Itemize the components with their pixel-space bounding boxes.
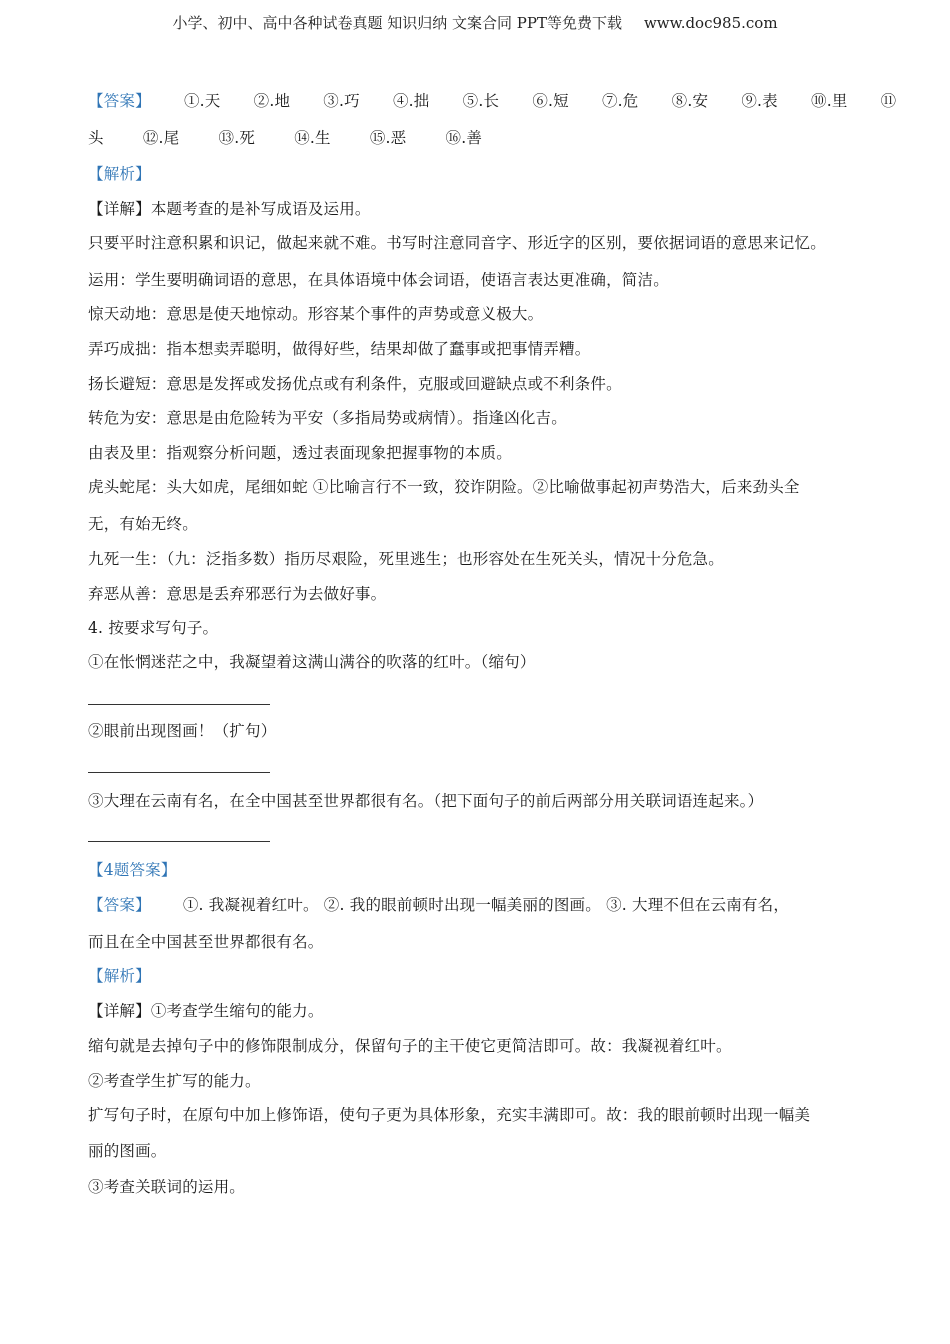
detail-text: ①考查学生缩句的能力。	[150, 1002, 324, 1020]
answer4-line2: 而且在全中国甚至世界都很有名。	[88, 933, 324, 951]
analysis4-detail	[88, 999, 878, 1021]
answer-item: ⑦.危	[601, 92, 639, 110]
analysis3-detail	[88, 197, 878, 219]
answer-item: ⑥.短	[532, 92, 569, 110]
header-text: 小学、初中、高中各种试卷真题 知识归纳 文案合同 PPT等免费下载	[172, 14, 622, 32]
answer3-line2	[88, 126, 878, 148]
answer-item: ④.拙	[392, 92, 430, 110]
analysis4-line: 扩写句子时，在原句中加上修饰语，使句子更为具体形象，充实丰满即可。故：我的眼前顿时出现一幅美	[88, 1106, 811, 1124]
question4-item: ①在怅惘迷茫之中，我凝望着这满山满谷的吹落的红叶。（缩句）	[88, 653, 536, 671]
question4-title: 4. 按要求写句子。	[88, 619, 219, 637]
question4-item: ③大理在云南有名，在全中国甚至世界都很有名。（把下面句子的前后两部分用关联词语连起来。）	[88, 792, 764, 810]
analysis3-tag: 【解析】	[88, 165, 151, 183]
detail-tag: 【详解】	[88, 1002, 151, 1020]
answer4-line1	[88, 893, 878, 915]
analysis3-line: 惊天动地：意思是使天地惊动。形容某个事件的声势或意义极大。	[88, 305, 544, 323]
answer4-heading: 【4题答案】	[88, 861, 177, 879]
analysis4-line: 丽的图画。	[88, 1142, 167, 1160]
header-site: www.doc985.com	[643, 14, 778, 32]
answer-blank[interactable]	[88, 704, 270, 705]
analysis4-line: ③考查关联词的运用。	[88, 1178, 246, 1196]
answer-blank[interactable]	[88, 772, 270, 773]
answer-blank[interactable]	[88, 841, 270, 842]
answer-item: ⑩.里	[811, 92, 848, 110]
analysis3-line: 弃恶从善：意思是丢弃邪恶行为去做好事。	[88, 585, 387, 603]
answer-item: ①.天	[183, 92, 221, 110]
analysis3-line: 转危为安：意思是由危险转为平安（多指局势或病情）。指逢凶化吉。	[88, 409, 567, 427]
question4-item: ②眼前出现图画！（扩句）	[88, 722, 277, 740]
analysis3-line: 扬长避短：意思是发挥或发扬优点或有利条件，克服或回避缺点或不利条件。	[88, 375, 622, 393]
analysis4-line: ②考查学生扩写的能力。	[88, 1072, 261, 1090]
answer-item: ⑭.生	[294, 129, 331, 147]
answer-item: ⑮.恶	[369, 129, 407, 147]
answer-item: ⑨.表	[741, 92, 778, 110]
answer3-line1	[88, 89, 897, 111]
analysis3-line: 由表及里：指观察分析问题，透过表面现象把握事物的本质。	[88, 444, 512, 462]
page-header	[0, 12, 950, 33]
answer-tag: 【答案】	[88, 92, 151, 110]
analysis3-line: 无，有始无终。	[88, 515, 198, 533]
analysis4-line: 缩句就是去掉句子中的修饰限制成分，保留句子的主干使它更简洁即可。故：我凝视着红叶。	[88, 1037, 732, 1055]
answer-item: ⑤.长	[462, 92, 500, 110]
answer-item: ③.巧	[323, 92, 360, 110]
analysis3-line: 九死一生：（九：泛指多数）指历尽艰险，死里逃生；也形容处在生死关头，情况十分危急。	[88, 550, 724, 568]
answer-item: 头	[88, 129, 104, 147]
answer-item: ⑪	[880, 92, 897, 110]
answer-item: ⑫.尾	[142, 129, 180, 147]
analysis3-line: 弄巧成拙：指本想卖弄聪明，做得好些，结果却做了蠢事或把事情弄糟。	[88, 340, 591, 358]
answer-item: ⑧.安	[671, 92, 709, 110]
analysis3-line: 虎头蛇尾：头大如虎，尾细如蛇 ①比喻言行不一致，狡诈阴险。②比喻做事起初声势浩大，后来劲头全	[88, 478, 800, 496]
detail-tag: 【详解】	[88, 200, 151, 218]
answer-item: ⑬.死	[218, 129, 256, 147]
answer4-text: ①. 我凝视着红叶。 ②. 我的眼前顿时出现一幅美丽的图画。 ③. 大理不但在云南有名，	[182, 896, 790, 914]
answer-tag: 【答案】	[88, 896, 151, 914]
analysis3-line: 只要平时注意积累和识记，做起来就不难。书写时注意同音字、形近字的区别，要依据词语的意思来记忆。	[88, 234, 826, 252]
analysis4-tag: 【解析】	[88, 967, 151, 985]
analysis3-line: 运用：学生要明确词语的意思，在具体语境中体会词语，使语言表达更准确，简洁。	[88, 271, 669, 289]
answer-item: ⑯.善	[445, 129, 483, 147]
answer-item: ②.地	[253, 92, 291, 110]
detail-text: 本题考查的是补写成语及运用。	[150, 200, 371, 218]
